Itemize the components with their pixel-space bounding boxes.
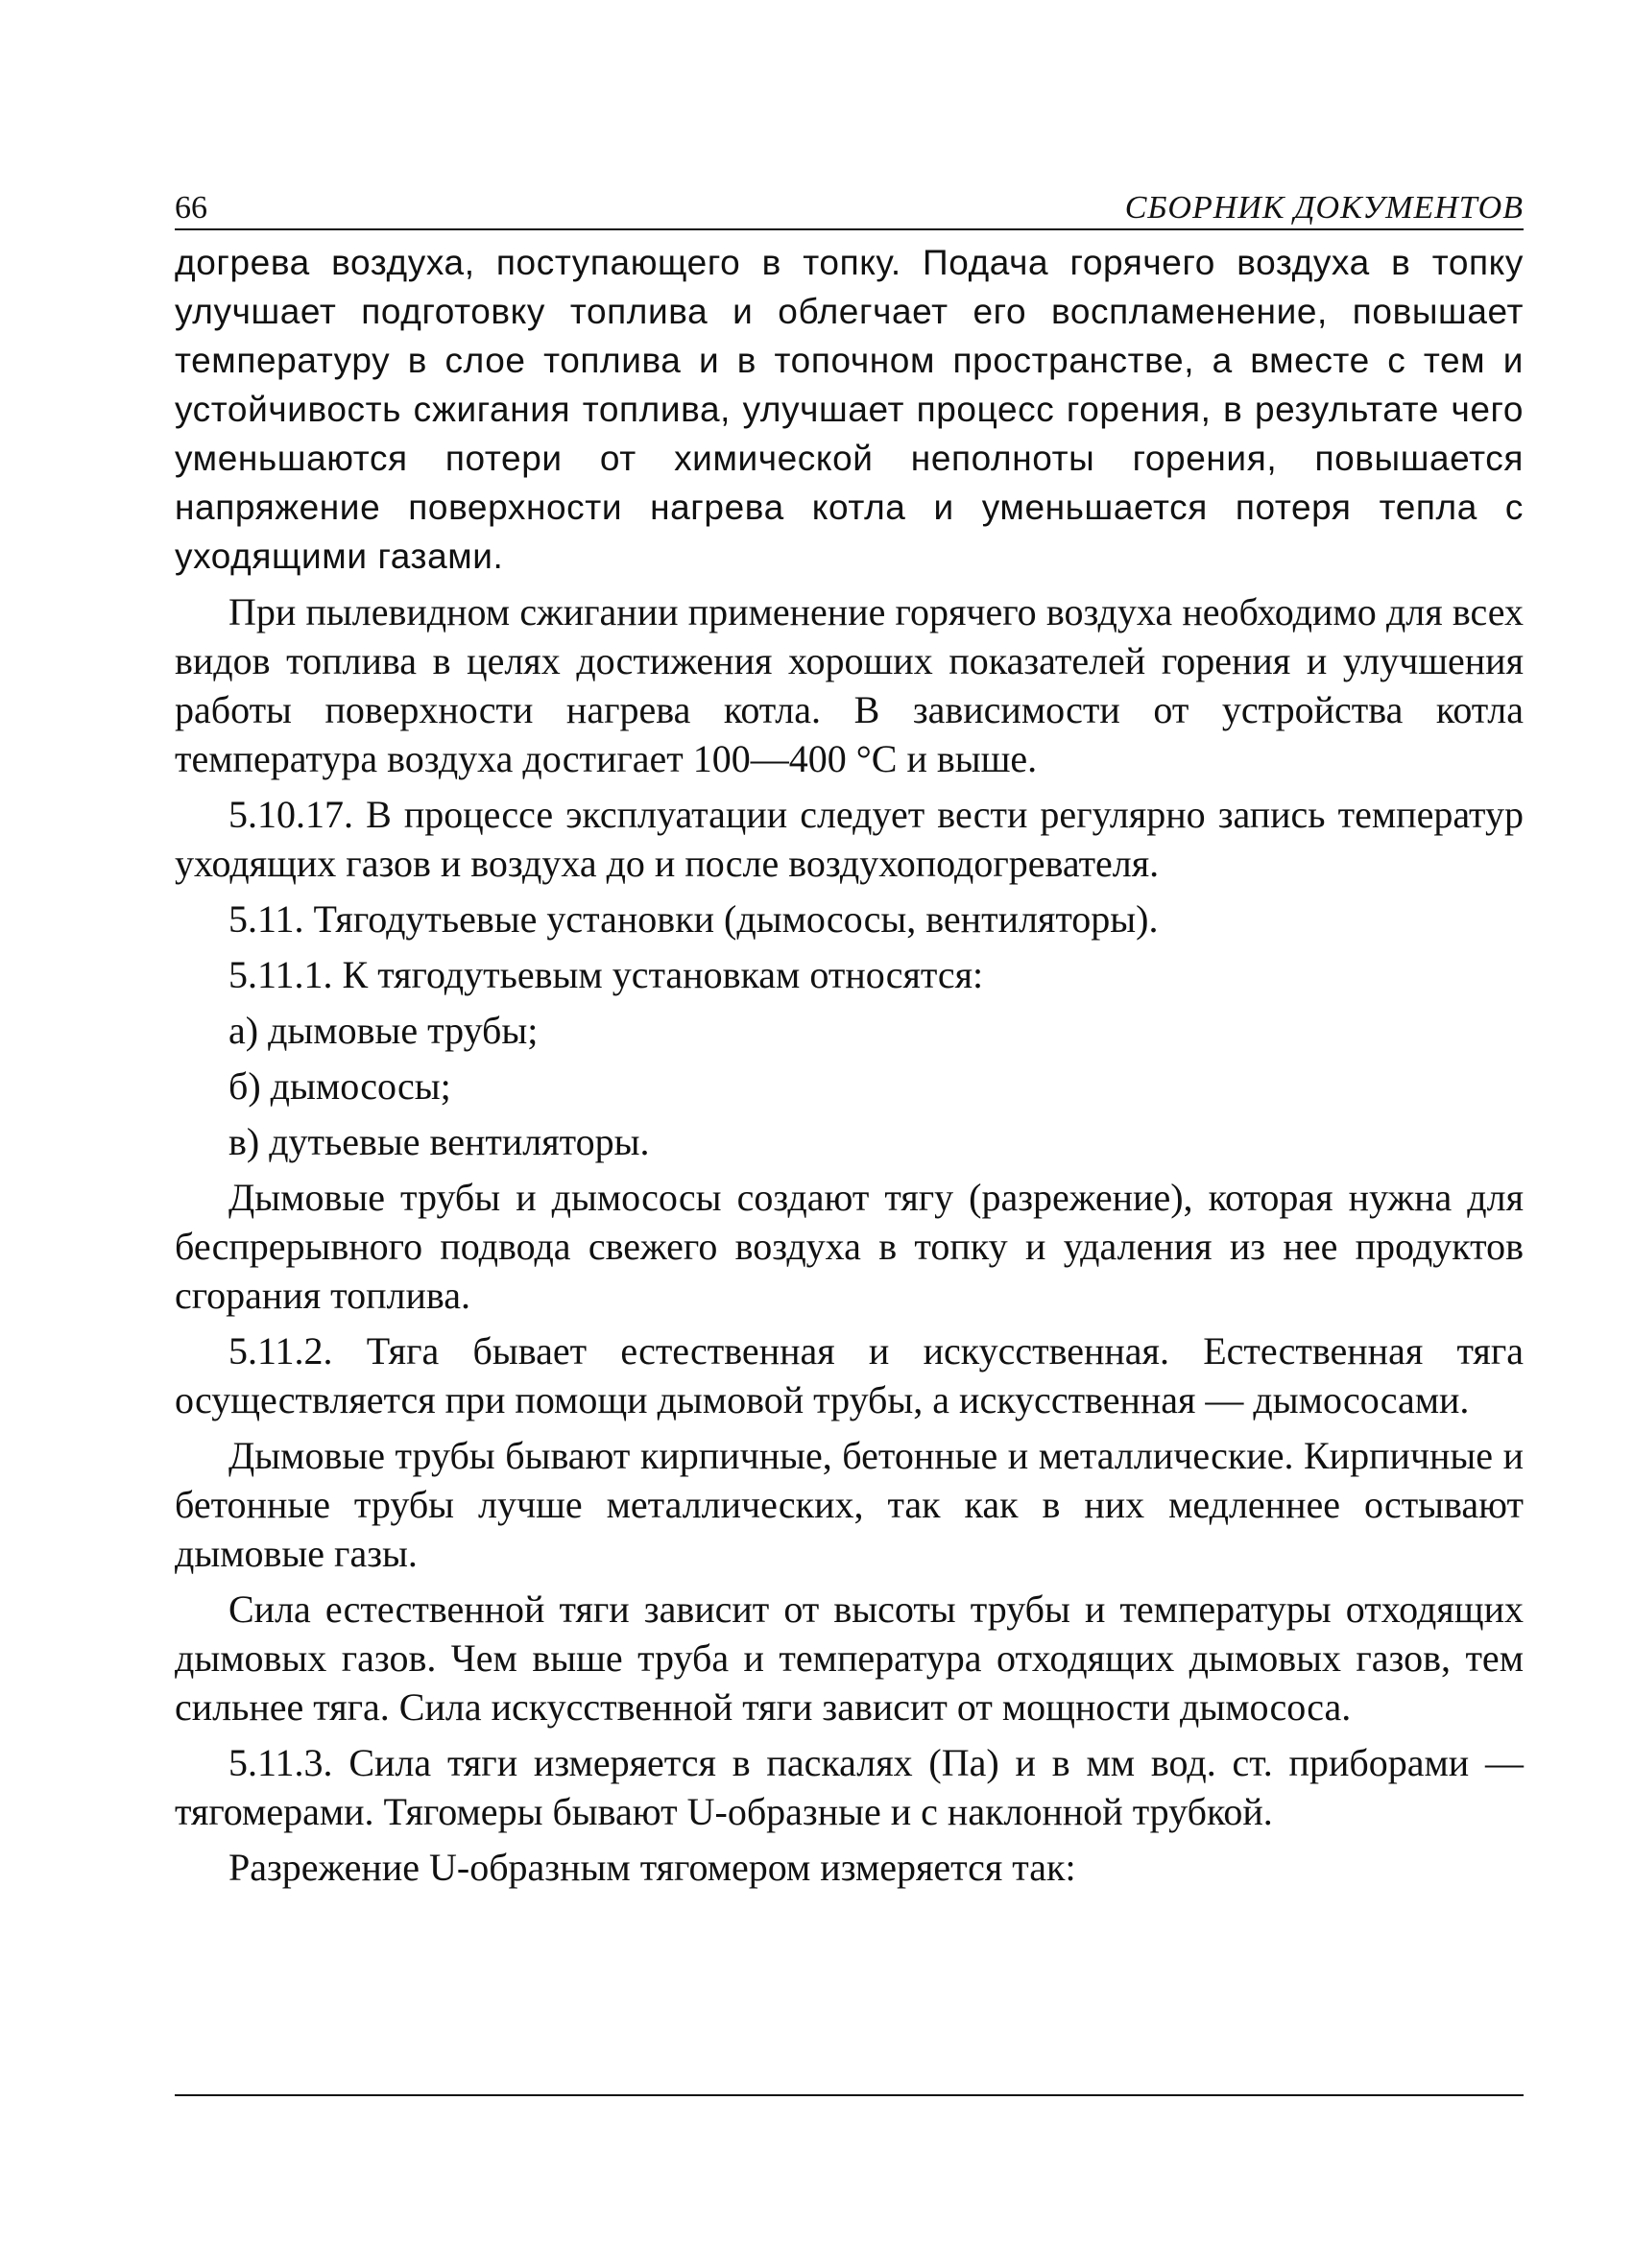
paragraph-5-11-3: 5.11.3. Сила тяги измеряется в паскалях (Па) и в мм вод. ст. приборами — тягомерами. Тягомеры бывают U-образные и с наклонной трубкой. <box>175 1741 1524 1833</box>
section-heading-5-11: 5.11. Тягодутьевые установки (дымососы, вентиляторы). <box>228 897 1159 941</box>
paragraph-draft-purpose: Дымовые трубы и дымососы создают тягу (разрежение), которая нужна для беспрерывного подвода свежего воздуха в топку и удаления из нее продуктов сгорания топлива. <box>175 1176 1524 1317</box>
list-item-a: а) дымовые трубы; <box>228 1009 539 1052</box>
running-header <box>175 182 1524 230</box>
collection-title: СБОРНИК ДОКУМЕНТОВ <box>1124 190 1524 226</box>
page-number: 66 <box>175 190 207 226</box>
paragraph-pulverized-combustion: При пылевидном сжигании применение горячего воздуха необходимо для всех видов топлива в целях достижения хороших показателей горения и улучшения работы поверхности нагрева котла. В зависимости от устройства котла температура воздуха достигает 100—400 °С и выше. <box>175 590 1524 780</box>
bottom-rule <box>175 2094 1524 2096</box>
paragraph-5-11-1: 5.11.1. К тягодутьевым установкам относятся: <box>228 953 984 996</box>
document-page <box>175 182 1524 1892</box>
body-text <box>175 238 1524 1892</box>
paragraph-natural-draft: Сила естественной тяги зависит от высоты трубы и температуры отходящих дымовых газов. Чем выше труба и температура отходящих дымовых газов, тем сильнее тяга. Сила искусственной тяги зависит от мощности дымососа. <box>175 1588 1524 1729</box>
paragraph-chimney-types: Дымовые трубы бывают кирпичные, бетонные и металлические. Кирпичные и бетонные трубы лучше металлических, так как в них медленнее остывают дымовые газы. <box>175 1434 1524 1575</box>
list-item-v: в) дутьевые вентиляторы. <box>228 1120 650 1163</box>
paragraph-u-gauge: Разрежение U-образным тягомером измеряется так: <box>228 1846 1076 1889</box>
list-item-b: б) дымососы; <box>228 1064 451 1108</box>
paragraph-continued: догрева воздуха, поступающего в топку. Подача горячего воздуха в топку улучшает подготовку топлива и облегчает его воспламенение, повышает температуру в слое топлива и в топочном пространстве, а вместе с тем и устойчивость сжигания топлива, улучшает процесс горения, в результате чего уменьшаются потери от химической неполноты горения, повышается напряжение поверхности нагрева котла и уменьшается потеря тепла с уходящими газами. <box>175 243 1524 576</box>
paragraph-5-11-2: 5.11.2. Тяга бывает естественная и искусственная. Естественная тяга осуществляется при помощи дымовой трубы, а искусственная — дымососами. <box>175 1329 1524 1421</box>
paragraph-5-10-17: 5.10.17. В процессе эксплуатации следует вести регулярно запись температур уходящих газов и воздуха до и после воздухоподогревателя. <box>175 793 1524 885</box>
